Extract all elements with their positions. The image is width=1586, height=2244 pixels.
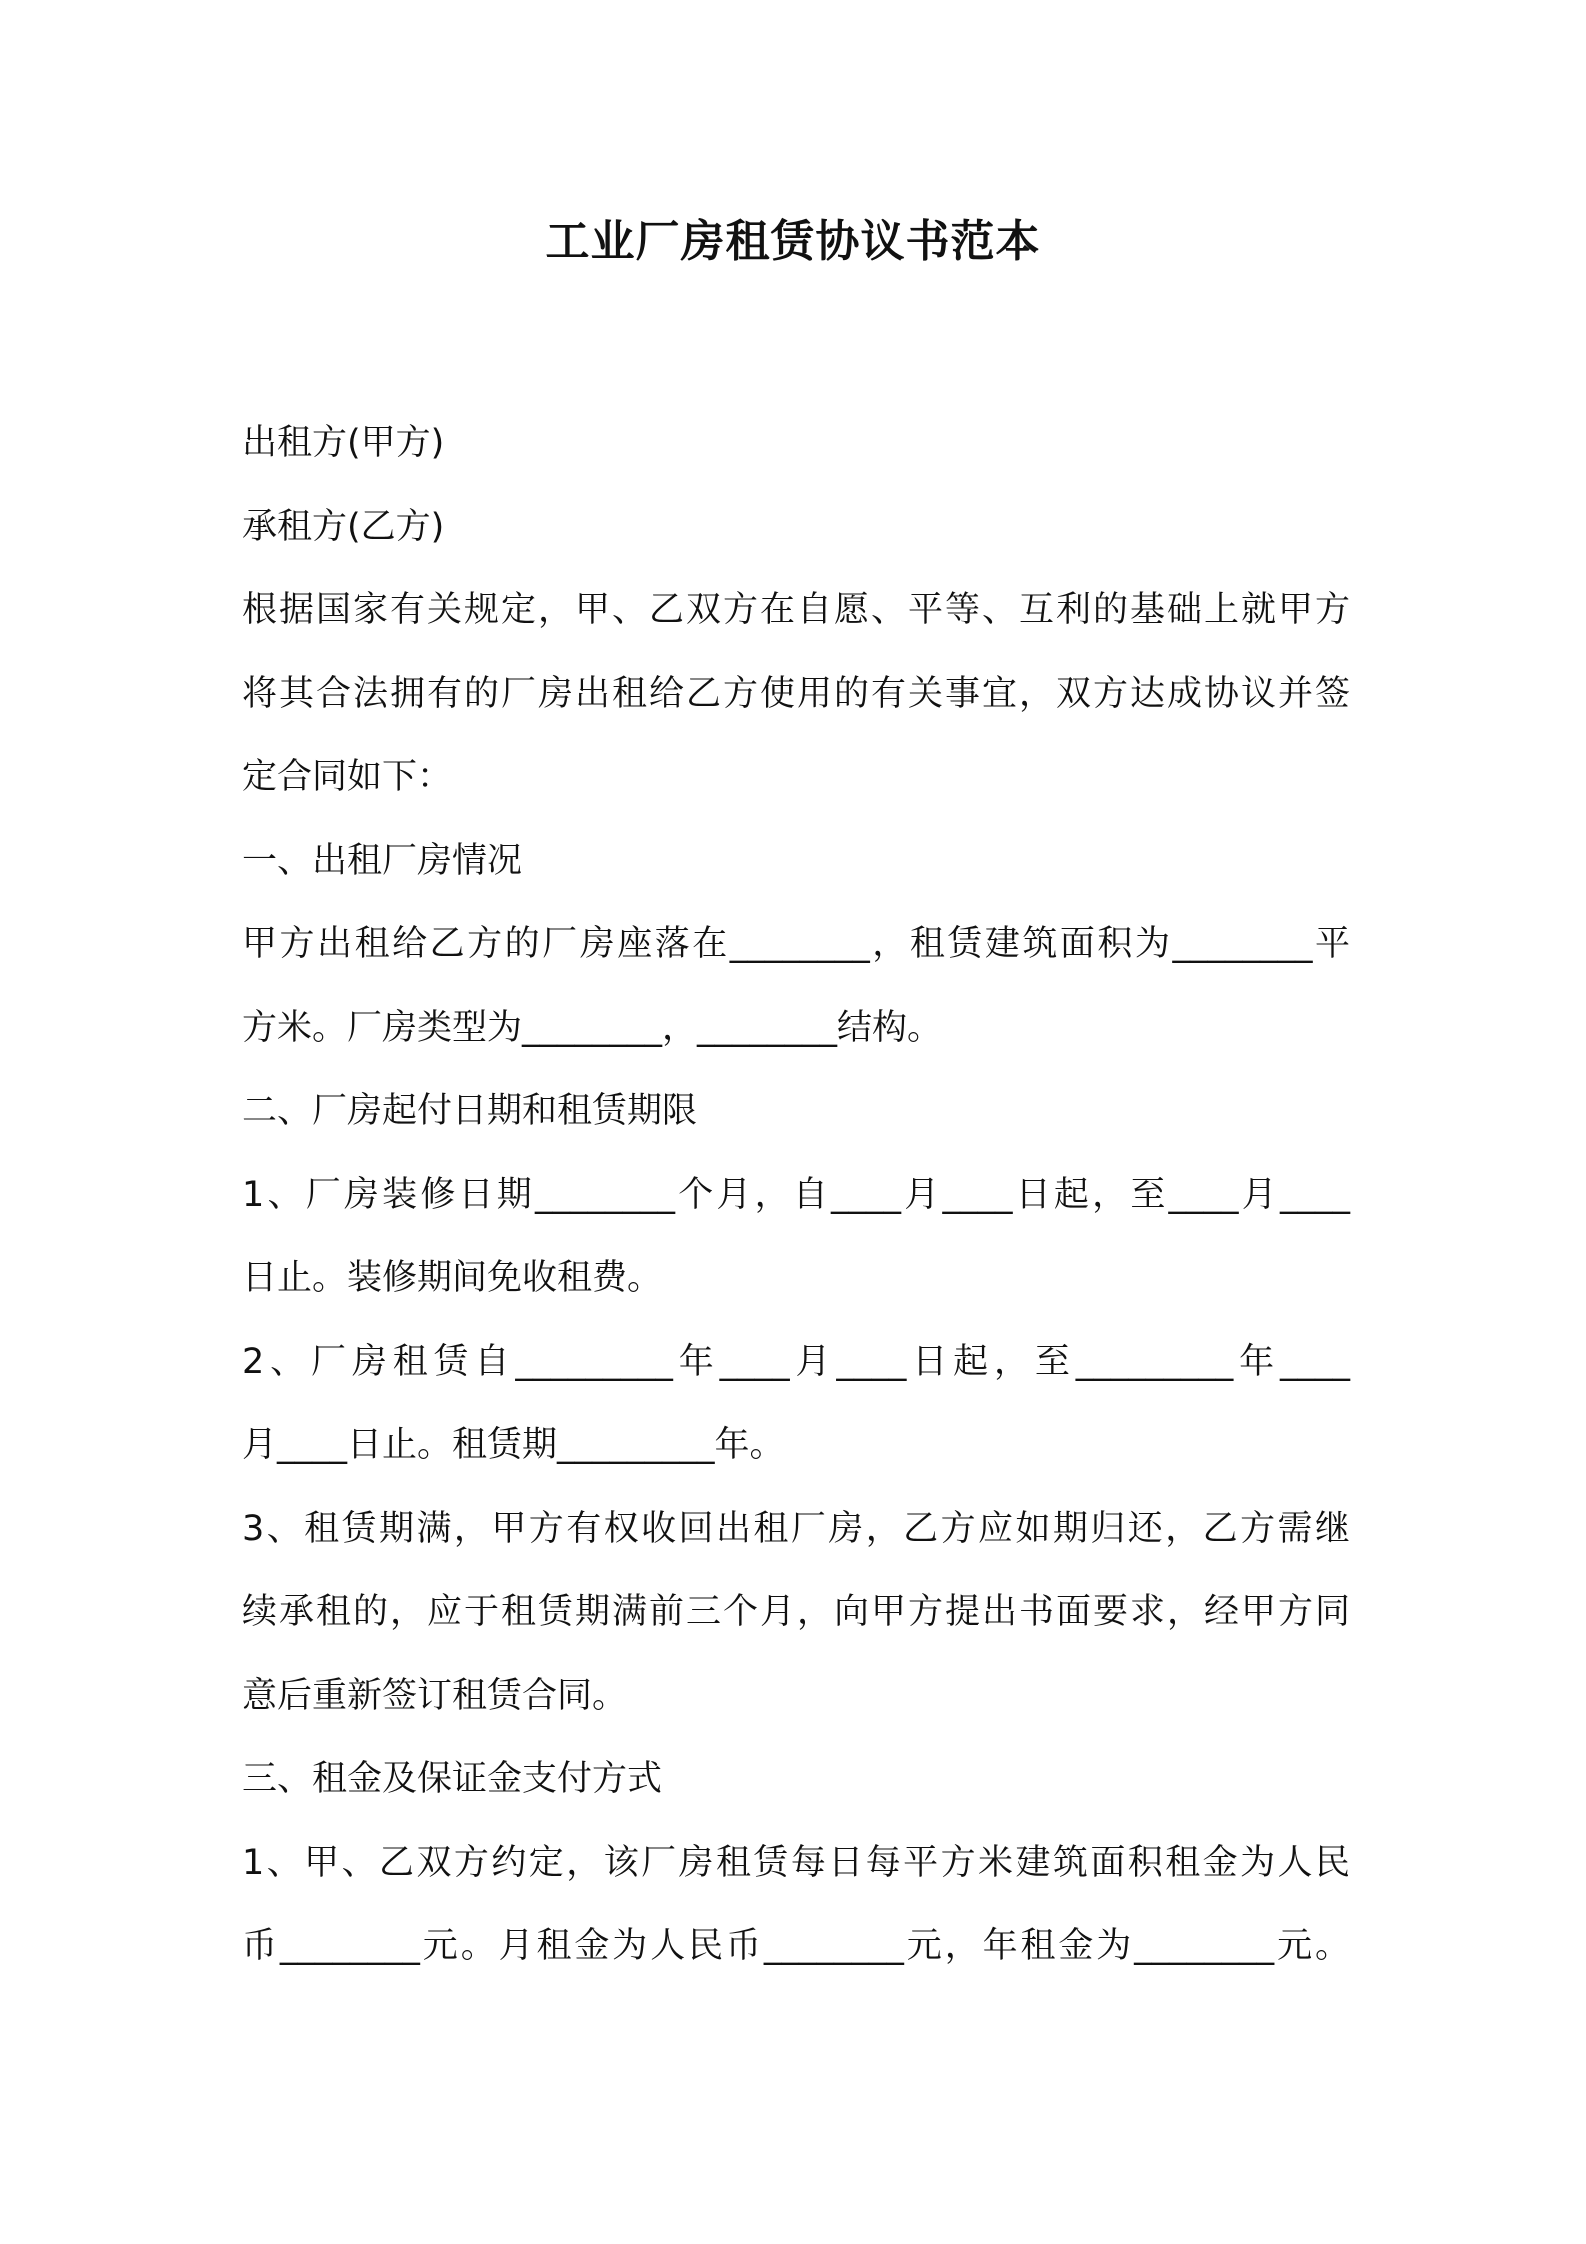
lessee-line: 承租方(乙方)	[242, 506, 445, 547]
section-heading: 三、租金及保证金支付方式	[242, 1759, 663, 1799]
clause-line: 1、甲、乙双方约定，该厂房租赁每日每平方米建筑面积租金为人民	[242, 1842, 1350, 1883]
preamble-line: 定合同如下：	[242, 757, 453, 797]
clause-line: 1、厂房装修日期________个月，自____月____日起，至____月____	[242, 1174, 1350, 1215]
section-heading: 二、厂房起付日期和租赁期限	[242, 1091, 698, 1131]
document-body	[242, 402, 1350, 1989]
clause-line: 甲方出租给乙方的厂房座落在________，租赁建筑面积为________平	[242, 924, 1350, 964]
clause-line: 日止。装修期间免收租费。	[242, 1258, 663, 1298]
clause-line: 3、租赁期满，甲方有权收回出租厂房，乙方应如期归还，乙方需继	[242, 1508, 1350, 1549]
clause-line: 币________元。月租金为人民币________元，年租金为________元。	[242, 1926, 1350, 1966]
preamble-line: 将其合法拥有的厂房出租给乙方使用的有关事宜，双方达成协议并签	[242, 673, 1350, 714]
clause-line: 方米。厂房类型为________，________结构。	[242, 1007, 943, 1048]
clause-line: 意后重新签订租赁合同。	[242, 1675, 628, 1716]
document-title: 工业厂房租赁协议书范本	[545, 216, 1041, 267]
clause-line: 2、厂房租赁自_________年____月____日起，至_________年____	[242, 1341, 1350, 1382]
clause-line: 续承租的，应于租赁期满前三个月，向甲方提出书面要求，经甲方同	[242, 1592, 1350, 1632]
clause-line: 月____日止。租赁期_________年。	[242, 1425, 785, 1465]
section-heading: 一、出租厂房情况	[242, 840, 523, 881]
lessor-line: 出租方(甲方)	[242, 423, 445, 463]
preamble-line: 根据国家有关规定，甲、乙双方在自愿、平等、互利的基础上就甲方	[242, 590, 1350, 630]
